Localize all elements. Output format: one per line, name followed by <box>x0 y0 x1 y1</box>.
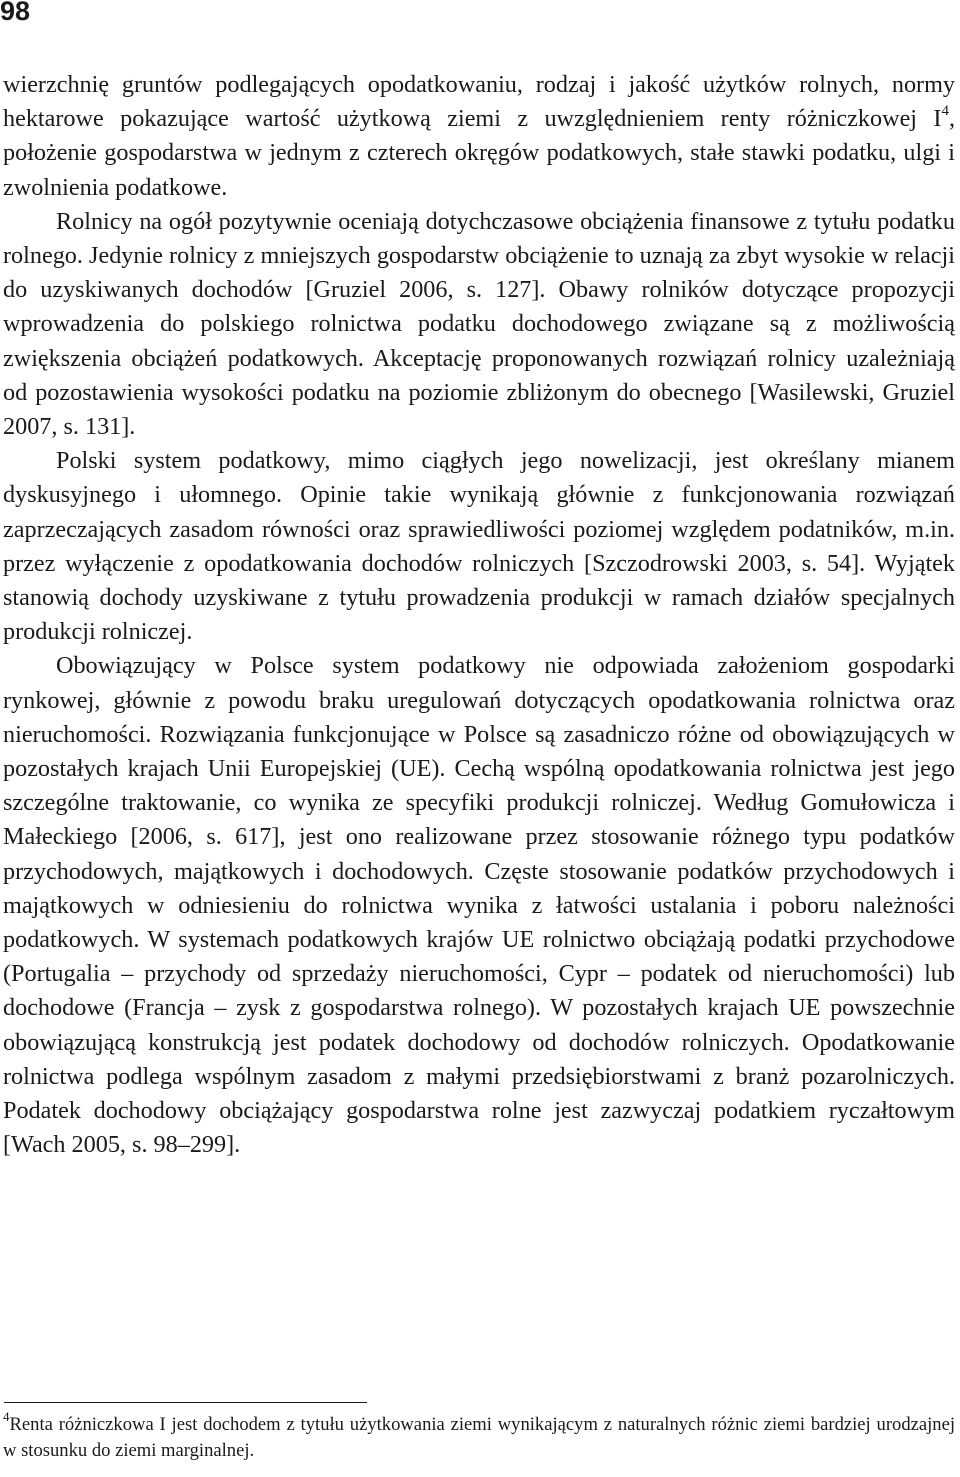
footnote-text: Renta różniczkowa I jest dochodem z tytułu użytkowania ziemi wynikającym z naturalnych różnic ziemi bardziej urodzajnej w stosunku do ziemi marginalnej. <box>3 1414 955 1461</box>
paragraph-4: Obowiązujący w Polsce system podatkowy nie odpowiada założeniom gospodarki rynkowej, głównie z powodu braku uregulowań dotyczących opodatkowania rolnictwa oraz nieruchomości. Rozwiązania funkcjonujące w Polsce są zasadniczo różne od obowiązujących w pozostałych krajach Unii Europejskiej (UE). Cechą wspólną opodatkowania rolnictwa jest jego szczególne traktowanie, co wynika ze specyfiki produkcji rolniczej. Według Gomułowicza i Małeckiego [2006, s. 617], jest ono realizowane przez stosowanie różnego typu podatków przychodowych, majątkowych i dochodowych. Częste stosowanie podatków przychodowych i majątkowych w odniesieniu do rolnictwa wynika z łatwości ustalania i poboru należności podatkowych. W systemach podatkowych krajów UE rolnictwo obciążają podatki przychodowe (Portugalia – przychody od sprzedaży nieruchomości, Cypr – podatek od nieruchomości) lub dochodowe (Francja – zysk z gospodarstwa rolnego). W pozostałych krajach UE powszechnie obowiązującą konstrukcją jest podatek dochodowy od dochodów rolniczych. Opodatkowanie rolnictwa podlega wspólnym zasadom z małymi przedsiębiorstwami z branż pozarolniczych. Podatek dochodowy obciążający gospodarstwa rolne jest zazwyczaj podatkiem ryczałtowym [Wach 2005, s. 98–299]. <box>3 652 955 1159</box>
footnote-marker: 4 <box>3 1408 10 1424</box>
footnote-divider <box>4 1402 367 1403</box>
paragraph-2: Rolnicy na ogół pozytywnie oceniają dotychczasowe obciążenia finansowe z tytułu podatku rolnego. Jedynie rolnicy z mniejszych gospodarstw obciążenie to uznają za zbyt wysokie w relacji do uzyskiwanych dochodów [Gruziel 2006, s. 127]. Obawy rolników dotyczące propozycji wprowadzenia do polskiego rolnictwa podatku dochodowego związane są z możliwością zwiększenia obciążeń podatkowych. Akceptację proponowanych rozwiązań rolnicy uzależniają od pozostawienia wysokości podatku na poziomie zbliżonym do obecnego [Wasilewski, Gruziel 2007, s. 131]. <box>3 207 955 441</box>
paragraph-1-text-a: wierzchnię gruntów podlegających opodatkowaniu, rodzaj i jakość użytków rolnych, normy hektarowe pokazujące wartość użytkową ziemi z uwzględnieniem renty różniczkowej I <box>3 71 955 133</box>
footnote <box>3 1408 955 1464</box>
paragraph-1 <box>3 68 955 205</box>
body-text <box>3 68 955 1163</box>
paragraph-1-text-b: , położenie gospodarstwa w jednym z czterech okręgów podatkowych, stałe stawki podatku, ulgi i zwolnienia podatkowe. <box>3 105 955 201</box>
paragraph-3: Polski system podatkowy, mimo ciągłych jego nowelizacji, jest określany mianem dyskusyjnego i ułomnego. Opinie takie wynikają głównie z funkcjonowania rozwiązań zaprzeczających zasadom równości oraz sprawiedliwości poziomej względem podatników, m.in. przez wyłączenie z opodatkowania dochodów rolniczych [Szczodrowski 2003, s. 54]. Wyjątek stanowią dochody uzyskiwane z tytułu prowadzenia produkcji w ramach działów specjalnych produkcji rolniczej. <box>3 447 955 646</box>
page-number: 98 <box>0 0 31 26</box>
footnote-reference[interactable]: 4 <box>941 102 949 119</box>
